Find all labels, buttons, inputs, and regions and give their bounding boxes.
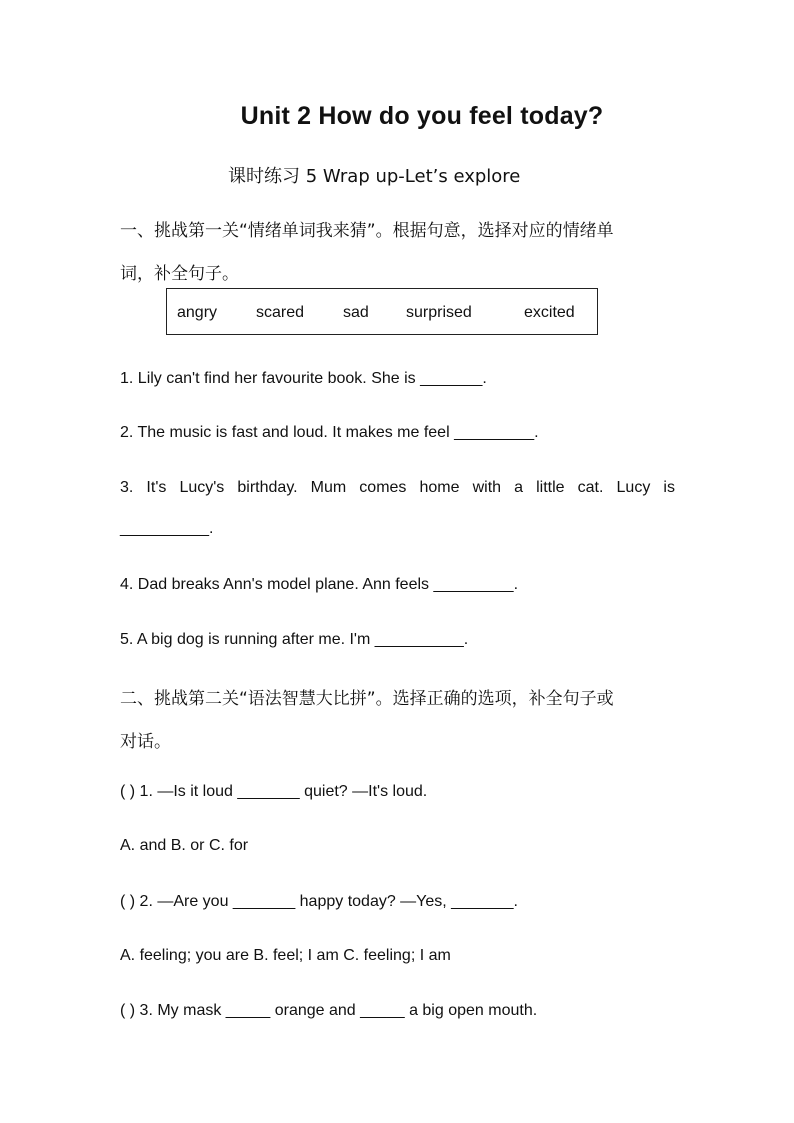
section1-instruction-line2: 词，补全句子。 xyxy=(120,264,239,284)
word-bank-item: surprised xyxy=(406,304,472,321)
word-bank-item: sad xyxy=(343,304,369,321)
question-1-1: 1. Lily can't find her favourite book. She is _______. xyxy=(120,370,487,387)
question-2-1-options: A. and B. or C. for xyxy=(120,837,249,854)
page-title: Unit 2 How do you feel today? xyxy=(240,102,604,130)
question-2-1: ( ) 1. —Is it loud _______ quiet? —It's loud. xyxy=(120,783,428,800)
question-1-3-line1: 3. It's Lucy's birthday. Mum comes home with a little cat. Lucy is xyxy=(120,479,675,496)
question-2-3: ( ) 3. My mask _____ orange and _____ a big open mouth. xyxy=(120,1002,538,1019)
question-1-2: 2. The music is fast and loud. It makes me feel _________. xyxy=(120,424,539,441)
question-1-5: 5. A big dog is running after me. I'm __________. xyxy=(120,631,469,648)
page-subtitle: 课时练习 5 Wrap up-Let’s explore xyxy=(228,166,521,187)
section2-instruction-line1: 二、挑战第二关“语法智慧大比拼”。选择正确的选项，补全句子或 xyxy=(120,689,614,709)
question-2-2: ( ) 2. —Are you _______ happy today? —Yes, _______. xyxy=(120,893,518,910)
section1-instruction-line1: 一、挑战第一关“情绪单词我来猜”。根据句意，选择对应的情绪单 xyxy=(120,221,614,241)
word-bank-item: angry xyxy=(177,304,218,321)
word-bank-item: scared xyxy=(256,304,305,321)
word-bank-item: excited xyxy=(524,304,575,321)
word-bank-box xyxy=(166,288,598,335)
question-1-4: 4. Dad breaks Ann's model plane. Ann feels _________. xyxy=(120,576,519,593)
section2-instruction-line2: 对话。 xyxy=(120,732,171,752)
question-1-3-line2: __________. xyxy=(120,520,214,537)
question-2-2-options: A. feeling; you are B. feel; I am C. feeling; I am xyxy=(120,947,451,964)
